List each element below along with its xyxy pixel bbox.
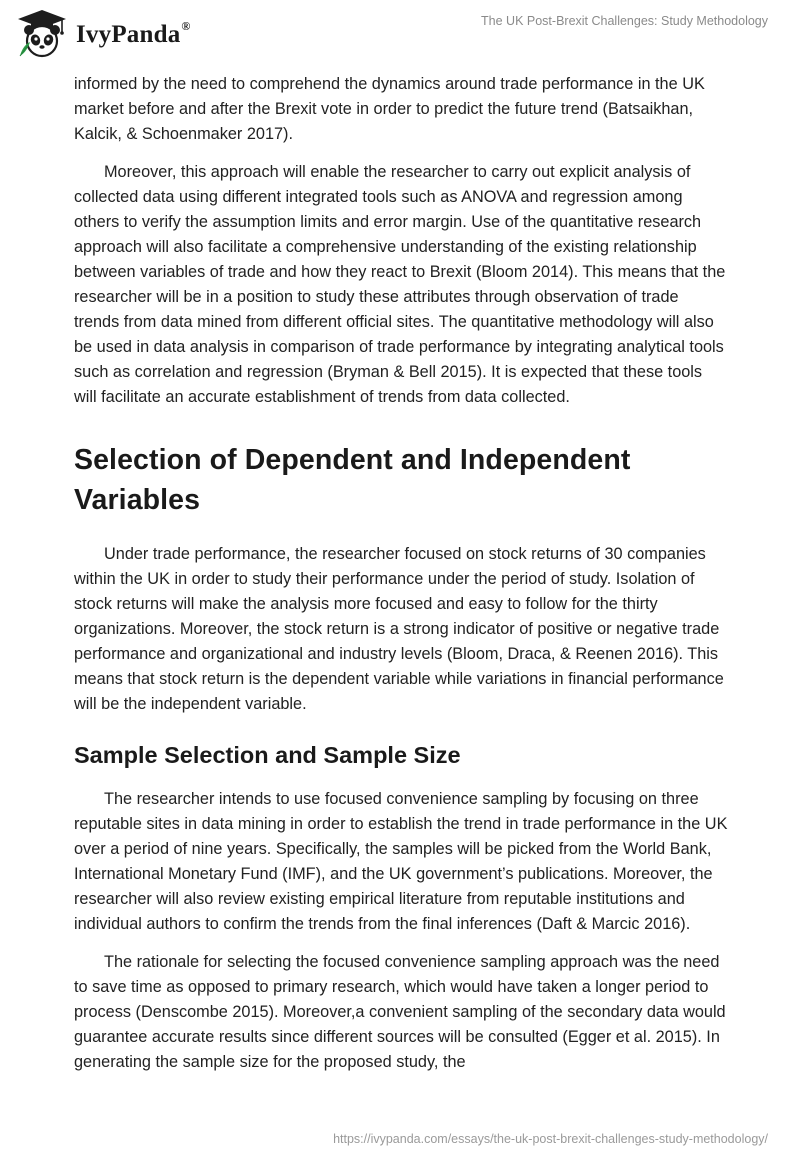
section-heading-variables: Selection of Dependent and Independent Variables [74,444,631,516]
footer-source-url[interactable]: https://ivypanda.com/essays/the-uk-post-brexit-challenges-study-methodology/ [333,1132,768,1146]
document-title: The UK Post-Brexit Challenges: Study Methodology [481,14,768,28]
paragraph-sampling-sites: The researcher intends to use focused convenience sampling by focusing on three reputable sites in data mining in order to establish the trend in trade performance in the UK over a period of nine years. Specifically, the samples will be picked from the World Bank, International Monetary Fund (IMF), and the UK government’s publications. Moreover, the researcher will also review existing empirical literature from reputable institutions and individual authors to confirm the trends from the final inferences (Daft & Marcic 2016). [74,790,728,933]
paragraph-variables: Under trade performance, the researcher focused on stock returns of 30 companies within the UK in order to study their performance under the period of study. Isolation of stock returns will make the analysis more focused and easy to follow for the thirty organizations. Moreover, the stock return is a strong indicator of positive or negative trade performance and organizational and industry levels (Bloom, Draca, & Reenen 2016). This means that stock return is the dependent variable while variations in financial performance will be the independent variable. [74,545,724,713]
article-body [74,72,728,1075]
ivypanda-logo[interactable] [14,8,194,60]
panda-graduate-icon [14,8,70,60]
registered-mark: ® [181,19,191,33]
logo-wordmark: IvyPanda® [76,19,191,48]
page-header [0,0,800,70]
section-heading-sample: Sample Selection and Sample Size [74,742,461,768]
paragraph-sampling-rationale: The rationale for selecting the focused convenience sampling approach was the need to save time as opposed to primary research, which would have taken a longer period to process (Denscombe 2015). Moreover,a convenient sampling of the secondary data would guarantee accurate results since different sources will be consulted (Egger et al. 2015). In generating the sample size for the proposed study, the [74,953,726,1071]
paragraph-quantitative-approach: Moreover, this approach will enable the researcher to carry out explicit analysis of collected data using different integrated tools such as ANOVA and regression among others to verify the assumption limits and error margin. Use of the quantitative research approach will also facilitate a comprehensive understanding of the existing relationship between variables of trade and how they react to Brexit (Bloom 2014). This means that the researcher will be in a position to study these attributes through observation of trade trends from data mined from different official sites. The quantitative methodology will also be used in data analysis in comparison of trade performance by integrating analytical tools such as correlation and regression (Bryman & Bell 2015). It is expected that these tools will facilitate an accurate establishment of trends from data collected. [74,163,726,406]
paragraph-continued: informed by the need to comprehend the dynamics around trade performance in the UK market before and after the Brexit vote in order to predict the future trend (Batsaikhan, Kalcik, & Schoenmaker 2017). [74,75,705,143]
